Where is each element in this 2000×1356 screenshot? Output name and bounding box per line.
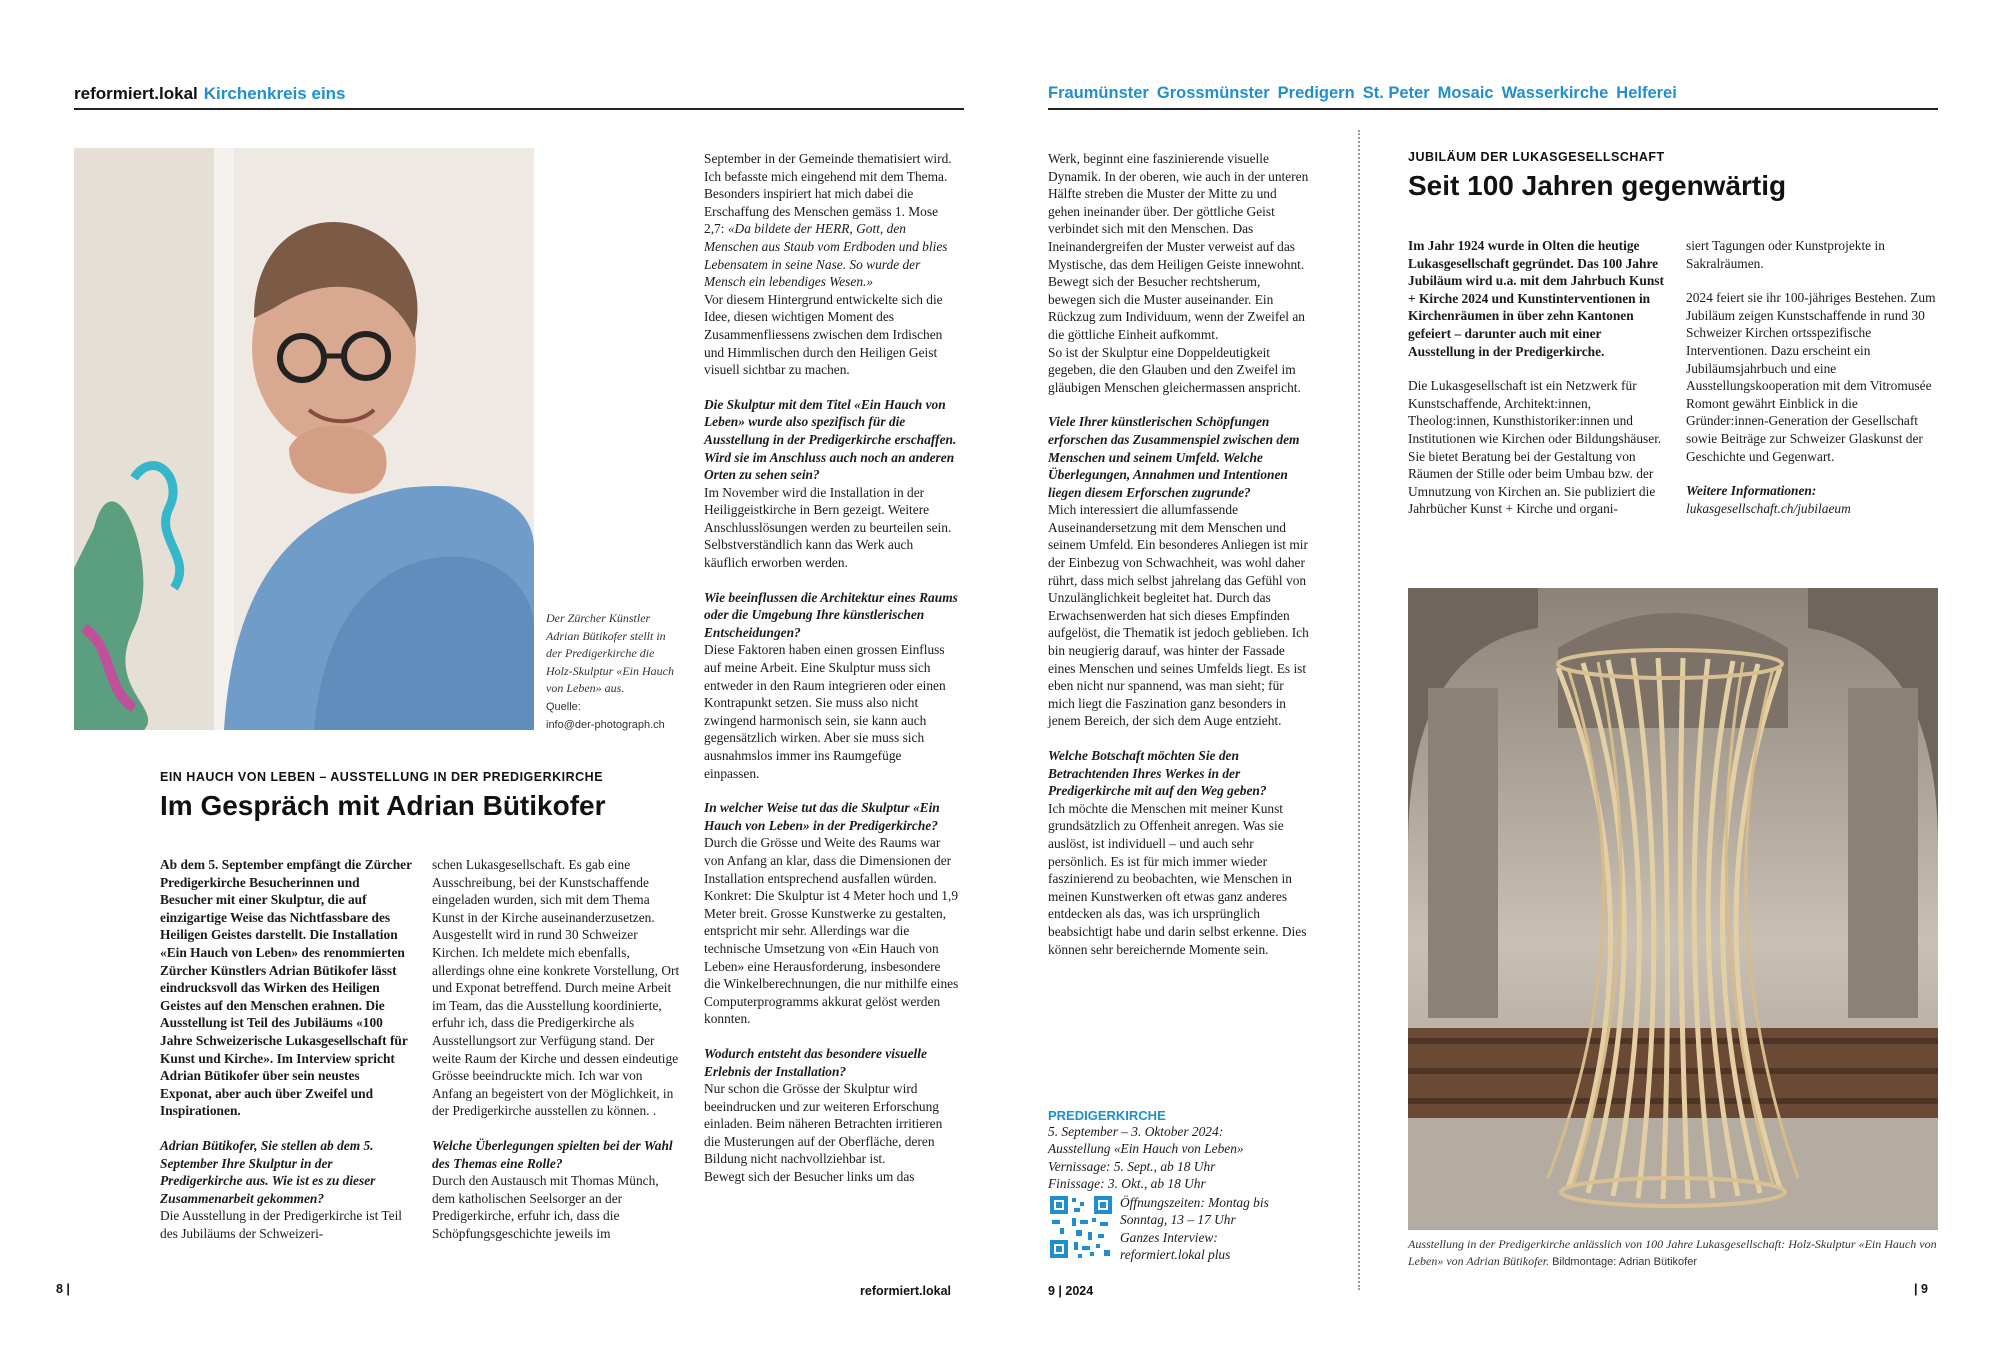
photo-caption-text: Der Zürcher Künstler Adrian Bütikofer stellt in der Predigerkirche die Holz-Skulptur «Ein Hauch von Leben» aus. [546, 611, 674, 695]
more-info-label: Weitere Informationen: [1686, 483, 1817, 499]
nav-item-fraumuenster: Fraumünster [1048, 84, 1149, 102]
answer-6-end: So ist der Skulptur eine Doppeldeutigkeit gegeben, die den Glauben und den Zweifel im gläubigen Menschen gleichermassen anspricht. [1048, 344, 1301, 395]
answer-6-cont: Werk, beginnt eine faszinierende visuelle Dynamik. In der oberen, wie auch in der unteren Hälfte streben die Muster der Mitte zu und gehen ineinander über. Der göttliche Geist verbindet sich mit den Menschen. Das Ineinandergreifen der Muster verweist auf das Mystische, das dem Heiligen Geiste innewohnt. [1048, 151, 1309, 272]
question-6: Wodurch entsteht das besondere visuelle Erlebnis der Installation? [704, 1045, 927, 1079]
jubilee-paragraph-1: Die Lukasgesellschaft ist ein Netzwerk für Kunstschaffende, Architekt:innen, Theolog:innen, Kunsthistoriker:innen und Institutionen wie Kirchen oder Bildungshäuser. Sie bietet Beratung bei der Gestaltung von Räumen der Stille oder beim Umbau bzw. der Umnutzung von Kirchen an. Sie publiziert die Jahrbücher Kunst + Kirche und organi- [1408, 378, 1662, 517]
event-qr-text [1120, 1194, 1269, 1263]
header-rule-left [74, 108, 964, 110]
article-column-2 [432, 856, 684, 1242]
jubilee-lead: Im Jahr 1924 wurde in Olten die heutige Lukasgesellschaft gegründet. Das 100 Jahre Jubiläum wird u.a. mit dem Jahrbuch Kunst + Kirche 2024 und Kunstinterventionen in Kirchenräumen in über zehn Kantonen gefeiert – darunter auch mit einer Ausstellung in der Predigerkirche. [1408, 238, 1664, 359]
page-number-left: 8 | [56, 1282, 70, 1296]
jubilee-kicker: JUBILÄUM DER LUKASGESELLSCHAFT [1408, 150, 1665, 164]
church-nav [1048, 84, 1685, 103]
question-2: Welche Überlegungen spielten bei der Wahl des Themas eine Rolle? [432, 1137, 673, 1171]
question-7: Viele Ihrer künstlerischen Schöpfungen erforschen das Zusammenspiel zwischen dem Menschen und seinem Umfeld. Welche Überlegungen, Annahmen und Intentionen liegen diesem Erforschen zugrunde? [1048, 414, 1300, 500]
answer-2-end: Vor diesem Hintergrund entwickelte sich die Idee, diesen wichtigen Moment des Zusammenfliessens zwischen dem Irdischen und Himmlischen durch den Heiligen Geist visuell sichtbar zu machen. [704, 291, 943, 378]
sculpture-photo [1408, 588, 1938, 1230]
jubilee-title: Seit 100 Jahren gegenwärtig [1408, 170, 1787, 201]
page-number-left-value: 8 [56, 1282, 63, 1296]
article-column-4 [1048, 150, 1310, 975]
answer-7: Mich interessiert die allumfassende Auseinandersetzung mit dem Menschen und seinem Umfeld. Ein besonderes Anliegen ist mir der Einbezug von Schwachheit, was wohl daher rührt, dass mich selbst jahrelang das Gefühl von Unzulänglichkeit begleitet hat. Durch das Erwachsenwerden hat sich dieses Empfinden aufgelöst, die Thematik ist jedoch geblieben. Ich bin neugierig darauf, was hinter der Fassade eines Menschen und seines Umfelds liegt. Es ist eben nicht nur spannend, was man sieht; für mich liegt die Faszination ganz besonders in jenem Bereich, der sich dem Auge entzieht. [1048, 502, 1309, 729]
question-8: Welche Botschaft möchten Sie den Betrachtenden Ihres Werkes in der Predigerkirche mit auf den Weg geben? [1048, 748, 1267, 799]
jubilee-column-2 [1686, 237, 1940, 517]
jubilee-paragraph-2: siert Tagungen oder Kunstprojekte in Sakralräumen. [1686, 238, 1885, 271]
sculpture-caption-text: Ausstellung in der Predigerkirche anlässlich von 100 Jahre Lukasgesellschaft: Holz-Skulptur «Ein Hauch von Leben» von Adrian Bütikofer. [1408, 1237, 1937, 1268]
photo-caption [546, 610, 682, 735]
event-info-box [1048, 1108, 1328, 1263]
article-column-3 [704, 150, 960, 1186]
answer-6-cont-2: Bewegt sich der Besucher rechtsherum, bewegen sich die Muster auseinander. Ein Rückzug zum Individuum, wenn der Zweifel an die göttliche Einheit aufkommt. [1048, 274, 1305, 342]
photo-source: info@der-photograph.ch [546, 719, 665, 731]
answer-2-cont-text: September in der Gemeinde thematisiert wird. Ich befasste mich eingehend mit dem Thema. Besonders inspiriert hat mich dabei die Erschaffung des Menschen gemäss 1. Mose 2,7: [704, 151, 952, 237]
answer-2-cont [704, 150, 960, 291]
answer-3: Im November wird die Installation in der Heiliggeistkirche in Bern gezeigt. Weitere Anschlusslösungen werden zu beurteilen sein. Selbstverständlich kann das Werk auch käuflich erworben werden. [704, 484, 952, 571]
page-number-right-value: 9 [1920, 1282, 1928, 1296]
article-title: Im Gespräch mit Adrian Bütikofer [160, 790, 606, 821]
nav-item-grossmuenster: Grossmünster [1156, 84, 1270, 102]
header-rule-right [1048, 108, 1938, 110]
article-kicker: EIN HAUCH VON LEBEN – AUSSTELLUNG IN DER PREDIGERKIRCHE [160, 770, 604, 784]
question-1: Adrian Bütikofer, Sie stellen ab dem 5. September Ihre Skulptur in der Predigerkirche aus. Wie ist es zu dieser Zusammenarbeit gekommen? [160, 1137, 376, 1206]
question-3: Die Skulptur mit dem Titel «Ein Hauch von Leben» wurde also spezifisch für die Ausstellung in der Predigerkirche erschaffen. Wird sie im Anschluss auch noch an anderen Orten zu sehen sein? [704, 396, 957, 483]
nav-item-wasserkirche: Wasserkirche [1501, 84, 1609, 102]
sculpture-source: Bildmontage: Adrian Bütikofer [1552, 1256, 1698, 1268]
answer-8: Ich möchte die Menschen mit meiner Kunst grundsätzlich zu Offenheit anregen. Was sie auslöst, ist individuell – und auch sehr persönlich. Es ist für mich immer wieder faszinierend zu beobachten, wie Menschen in meinen Kunstwerken oft etwas ganz anderes entdecken als das, was ich ursprünglich beabsichtigt habe und darin selbst erkenne. Dies können sehr bereichernde Momente sein. [1048, 800, 1307, 957]
event-info-lines [1048, 1123, 1328, 1192]
event-finissage: Finissage: 3. Okt., ab 18 Uhr [1048, 1175, 1206, 1191]
qr-code-icon[interactable] [1048, 1194, 1114, 1260]
opening-hours-1: Öffnungszeiten: Montag bis [1120, 1195, 1269, 1211]
answer-6-next: Bewegt sich der Besucher links um das [704, 1169, 915, 1185]
answer-5: Durch die Grösse und Weite des Raums war von Anfang an klar, dass die Dimensionen der Installation entsprechend ausfallen würden. Konkret: Die Skulptur ist 4 Meter hoch und 1,9 Meter breit. Grosse Kunstwerke zu gestalten, entspricht mir sehr. Allerdings war die technische Umsetzung von «Ein Hauch von Leben» eine Herausforderung, insbesondere die Winkelberechnungen, die nur mithilfe eines Computerprogramms akkurat gelöst werden konnten. [704, 835, 959, 1027]
brand-name: reformiert.lokal [74, 84, 198, 103]
full-interview-label: Ganzes Interview: [1120, 1229, 1218, 1245]
question-4: Wie beeinflussen die Architektur eines Raums oder die Umgebung Ihre künstlerischen Entscheidungen? [704, 589, 958, 640]
nav-item-st-peter: St. Peter [1362, 84, 1430, 102]
page-number-right: | 9 [1914, 1282, 1928, 1296]
question-5: In welcher Weise tut das die Skulptur «Ein Hauch von Leben» in der Predigerkirche? [704, 800, 940, 833]
nav-item-mosaic: Mosaic [1437, 84, 1494, 102]
article-column-1 [160, 856, 412, 1242]
event-vernissage: Vernissage: 5. Sept., ab 18 Uhr [1048, 1158, 1216, 1174]
sculpture-in-church-illustration [1408, 588, 1938, 1230]
sculpture-caption [1408, 1236, 1948, 1271]
event-dates: 5. September – 3. Oktober 2024: [1048, 1124, 1224, 1139]
footer-brand: reformiert.lokal [860, 1284, 952, 1298]
artist-portrait-illustration [74, 148, 534, 730]
photo-source-label: Quelle: [546, 700, 581, 713]
footer-issue: 9 | 2024 [1048, 1284, 1094, 1298]
event-qr-row [1048, 1194, 1328, 1263]
answer-6: Nur schon die Grösse der Skulptur wird beeindrucken und zur weiteren Erforschung einladen. Beim näheren Betrachten irritieren die Musterungen auf der Oberfläche, deren Bildung nicht nachvollziehbar ist. [704, 1081, 943, 1167]
jubilee-paragraph-3: 2024 feiert sie ihr 100-jähriges Bestehen. Zum Jubiläum zeigen Kunstschaffende in rund 30 Schweizer Kirchen ortsspezifische Interventionen. Dazu erscheint ein Jubiläumsjahrbuch und eine Ausstellungskooperation mit dem Vitromusée Romont gewährt Einblick in die Gründer:innen-Generation der Gesellschaft sowie Beiträge zur Schweizer Glaskunst der Geschichte und Gegenwart. [1686, 290, 1936, 464]
event-title: Ausstellung «Ein Hauch von Leben» [1048, 1141, 1244, 1157]
artist-photo [74, 148, 534, 730]
more-info-link[interactable]: lukasgesellschaft.ch/jubilaeum [1686, 500, 1851, 516]
genesis-quote: «Da bildete der HERR, Gott, den Menschen aus Staub vom Erdboden und blies Lebensatem in seine Nase. So wurde der Mensch ein lebendiges Wesen.» [704, 221, 948, 290]
event-info-heading: PREDIGERKIRCHE [1048, 1108, 1166, 1123]
full-interview-link[interactable]: reformiert.lokal plus [1120, 1247, 1231, 1263]
answer-1-start: Die Ausstellung in der Predigerkirche ist Teil des Jubiläums der Schweizeri- [160, 1208, 403, 1241]
answer-2-start: Durch den Austausch mit Thomas Münch, dem katholischen Seelsorger an der Predigerkirche, erfuhr ich, dass die Schöpfungsgeschichte jeweils im [432, 1173, 659, 1241]
nav-item-helferei: Helferei [1616, 84, 1677, 102]
section-name: Kirchenkreis eins [203, 84, 346, 103]
nav-item-predigern: Predigern [1277, 84, 1355, 102]
header-brand [74, 84, 346, 104]
answer-1-cont: schen Lukasgesellschaft. Es gab eine Ausschreibung, bei der Kunstschaffende eingeladen wurden, sich mit dem Thema Kunst in der Kirche auseinanderzusetzen. Ausgestellt wird in rund 30 Schweizer Kirchen. Ich meldete mich ebenfalls, allerdings ohne eine konkrete Vorstellung, Ort und Exponat betreffend. Durch meine Arbeit im Team, das die Ausstellung koordinierte, erfuhr ich, dass die Predigerkirche als Ausstellungsort zur Verfügung stand. Der weite Raum der Kirche und dessen eindeutige Grösse beeindruckte mich. Ich war von Anfang an begeistert von der Möglichkeit, in der Predigerkirche ausstellen zu können. . [432, 857, 680, 1119]
answer-4: Diese Faktoren haben einen grossen Einfluss auf meine Arbeit. Eine Skulptur muss sich entweder in den Raum integrieren oder einen Kontrapunkt setzen. Sie muss also nicht zwingend harmonisch sein, sie kann auch gegensätzlich wirken. Aber sie muss sich ausnahmslos immer ins Raumgefüge einpassen. [704, 642, 946, 781]
opening-hours-2: Sonntag, 13 – 17 Uhr [1120, 1212, 1236, 1228]
column-divider [1358, 130, 1360, 1290]
article-lead: Ab dem 5. September empfängt die Zürcher Predigerkirche Besucherinnen und Besucher mit einer Skulptur, die auf einzigartige Weise das Nichtfassbare des Heiligen Geistes darstellt. Die Installation «Ein Hauch von Leben» des renommierten Zürcher Künstlers Adrian Bütikofer lässt eindrucksvoll das Wirken des Heiligen Geistes auf den Menschen erahnen. Die Ausstellung ist Teil des Jubiläums «100 Jahre Schweizerische Lukasgesellschaft für Kunst und Kirche». Im Interview spricht Adrian Bütikofer über sein neustes Exponat, aber auch über Zweifel und Inspirationen. [160, 857, 412, 1119]
jubilee-column-1 [1408, 237, 1668, 518]
